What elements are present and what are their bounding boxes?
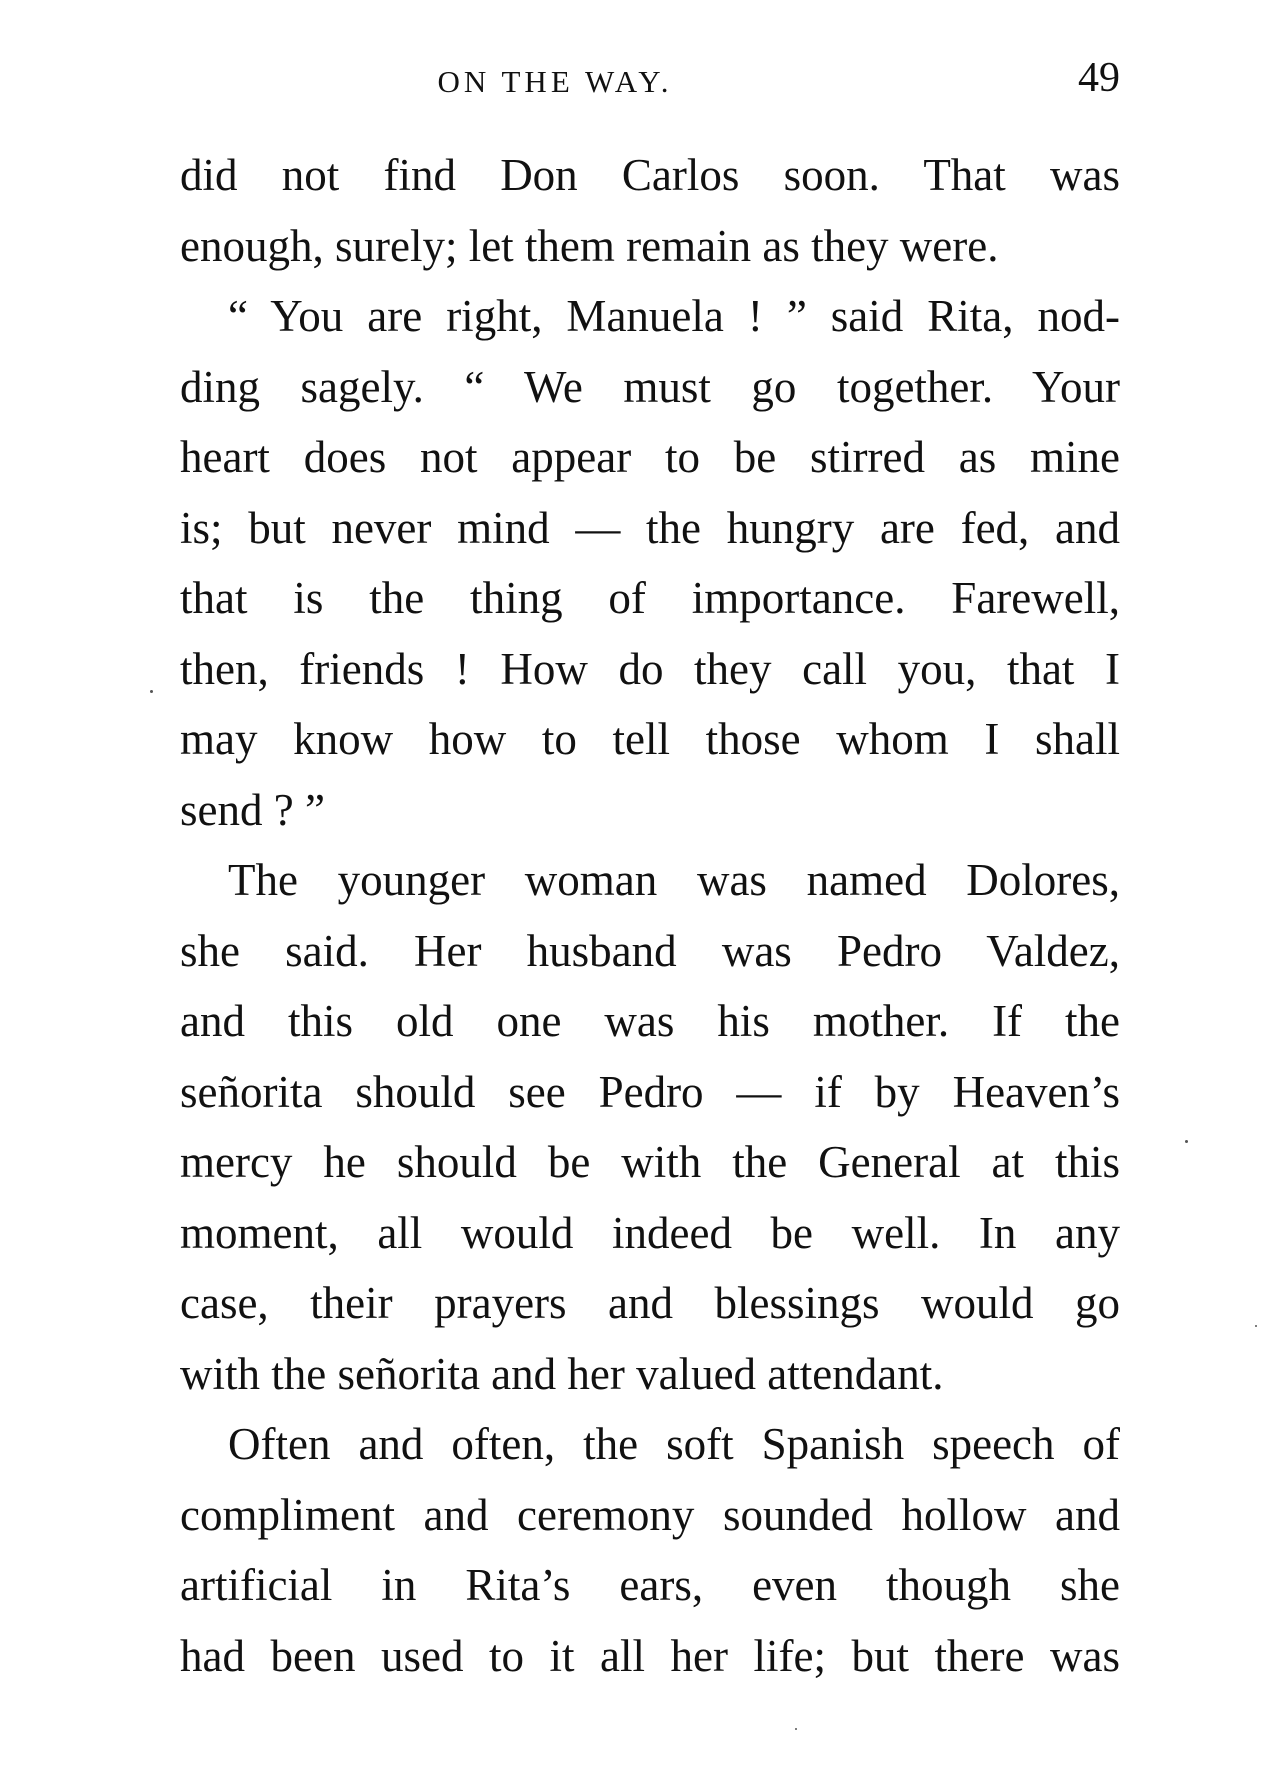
text-line: then, friends ! How do they call you, that I xyxy=(180,643,1120,694)
text-line: ding sagely. “ We must go together. Your xyxy=(180,361,1120,412)
text-line: mercy he should be with the General at this xyxy=(180,1137,1120,1187)
text-line: with the señorita and her valued attendant. xyxy=(180,1348,944,1399)
paper-speck xyxy=(795,1728,797,1730)
text-line: is; but never mind — the hungry are fed, and xyxy=(180,502,1120,553)
text-line: had been used to it all her life; but there was xyxy=(180,1630,1120,1681)
text-line: may know how to tell those whom I shall xyxy=(180,714,1120,764)
page-number: 49 xyxy=(1078,55,1120,101)
paragraph xyxy=(180,845,1120,1409)
text-line: The younger woman was named Dolores, xyxy=(228,855,1120,905)
text-line: compliment and ceremony sounded hollow and xyxy=(180,1489,1120,1540)
text-line: Often and often, the soft Spanish speech of xyxy=(228,1419,1120,1469)
text-line: enough, surely; let them remain as they were. xyxy=(180,220,999,271)
text-line: case, their prayers and blessings would go xyxy=(180,1278,1120,1328)
paper-speck xyxy=(150,690,153,693)
paragraph xyxy=(180,281,1120,845)
paper-speck xyxy=(1185,1140,1188,1143)
running-title: ON THE WAY. xyxy=(437,64,673,99)
text-line: heart does not appear to be stirred as mine xyxy=(180,432,1120,482)
text-line: moment, all would indeed be well. In any xyxy=(180,1207,1120,1258)
text-line: she said. Her husband was Pedro Valdez, xyxy=(180,925,1120,976)
text-line: and this old one was his mother. If the xyxy=(180,996,1120,1046)
text-line: did not find Don Carlos soon. That was xyxy=(180,150,1120,200)
running-head xyxy=(180,55,1120,108)
paper-speck xyxy=(1255,1325,1257,1327)
text-line: send ? ” xyxy=(180,784,325,835)
text-line: señorita should see Pedro — if by Heaven’s xyxy=(180,1066,1120,1117)
paragraph xyxy=(180,1409,1120,1691)
paragraph xyxy=(180,140,1120,281)
text-line: artificial in Rita’s ears, even though she xyxy=(180,1560,1120,1610)
body-text xyxy=(180,140,1120,1691)
text-line: “ You are right, Manuela ! ” said Rita, nod- xyxy=(228,291,1120,341)
text-line: that is the thing of importance. Farewell, xyxy=(180,573,1120,623)
